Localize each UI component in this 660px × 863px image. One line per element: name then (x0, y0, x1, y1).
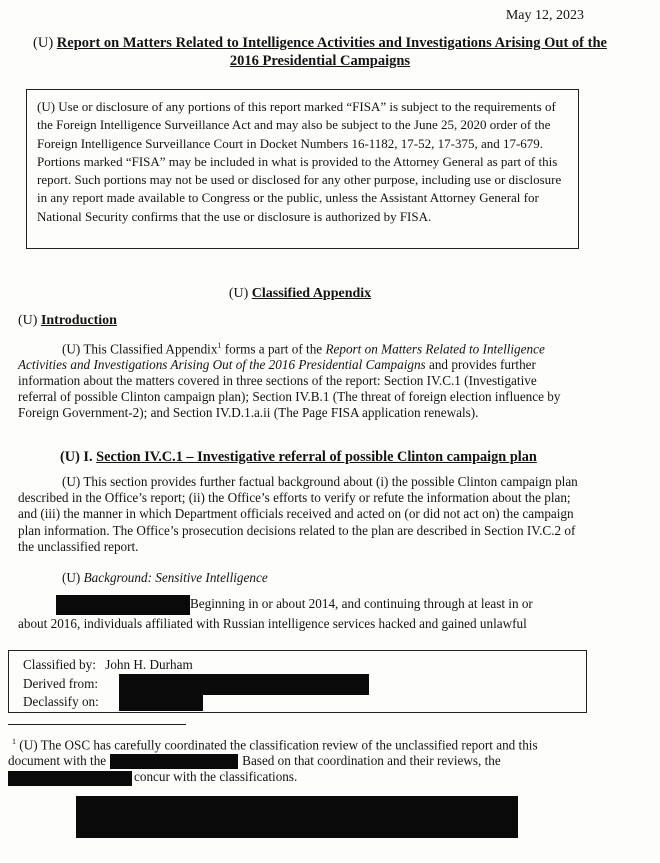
section-marking: (U) I. (60, 449, 93, 465)
footnote-divider (8, 724, 186, 725)
report-date: May 12, 2023 (505, 8, 584, 23)
section-paragraph: (U) This section provides further factual background about (i) the possible Clinton campaign plan described in the Office’s report; (ii) the Office’s efforts to verify or refute the information about the plan; and (iii) the manner in which Department officials received and acted on (or did not act on) the campaign plan information. The Office’s prosecution decisions related to the plan are described in Section IV.C.2 of the unclassified report. (18, 474, 578, 554)
redaction-block (8, 771, 132, 786)
intro-text-start: (U) This Classified Appendix (62, 341, 218, 357)
title-text: Report on Matters Related to Intelligence Activities and Investigations Arising Out of the 2016 Presidential Campaigns (56, 35, 607, 69)
background-title: Background: Sensitive Intelligence (83, 570, 268, 585)
section-title: Section IV.C.1 – Investigative referral of possible Clinton campaign plan (96, 449, 537, 465)
intro-text-end: and provides further information about the matters covered in three sections of the report: Section IV.C.1 (Investigative referral of possible Clinton campaign plan); Section IV.B.1 (The threat of foreign election influence by Foreign Government-2); and Section IV.D.1.a.ii (The Page FISA application renewals). (18, 357, 561, 421)
background-line-1: Beginning in or about 2014, and continuing through at least in or (190, 596, 533, 612)
intro-title: Introduction (40, 313, 117, 328)
appendix-marking: (U) (228, 286, 249, 301)
introduction-heading (18, 313, 117, 329)
derived-from-label: Derived from: (23, 675, 99, 691)
appendix-heading (0, 286, 600, 302)
footnote-text-3: concur with the classifications. (134, 769, 298, 785)
redaction-block (119, 693, 203, 711)
redaction-block (119, 674, 369, 695)
footnote-number: 1 (12, 737, 16, 746)
footnote-marking: (U) (19, 737, 38, 753)
footnote-text-1: The OSC has carefully coordinated the classification review of the unclassified report and this document with the (8, 737, 538, 768)
redaction-block (76, 796, 518, 838)
section-heading (60, 449, 537, 466)
footnote (8, 734, 583, 786)
background-marking: (U) (62, 570, 81, 585)
title-marking: (U) (33, 35, 54, 51)
footnote-text-2: Based on that coordination and their reviews, the (242, 752, 501, 768)
report-title-italic: Report on Matters Related to Intelligence Activities and Investigations Arising Out of the 2016 Presidential Campaigns (18, 341, 545, 373)
classified-by-label: Classified by: (23, 657, 96, 672)
report-title (20, 34, 620, 70)
declassify-on-label: Declassify on: (23, 694, 99, 709)
appendix-title: Classified Appendix (251, 286, 372, 301)
background-line-2: about 2016, individuals affiliated with Russian intelligence services hacked and gained unlawful (18, 616, 527, 631)
intro-marking: (U) (18, 313, 38, 328)
introduction-paragraph (18, 338, 578, 421)
background-heading (62, 570, 268, 586)
fisa-notice-box (26, 89, 579, 249)
background-paragraph (18, 595, 580, 633)
classification-block (8, 650, 587, 713)
redaction-block (56, 595, 190, 615)
redaction-block (110, 754, 238, 769)
fisa-notice-text: (U) Use or disclosure of any portions of this report marked “FISA” is subject to the requirements of the Foreign Intelligence Surveillance Act and may also be subject to the June 25, 2020 order of the Foreign Intelligence Surveillance Court in Docket Numbers 16-1182, 17-52, 17-375, and 17-679. Portions marked “FISA” may be included in what is provided to the Attorney General as part of this report. Such portions may not be used or disclosed for any other purpose, including use or disclosure in any report made available to Congress or the public, unless the Assistant Attorney General for National Security confirms that the use or disclosure is authorized by FISA. (37, 99, 562, 224)
intro-text-mid: forms a part of the (221, 341, 326, 357)
classified-by-value: John H. Durham (105, 657, 193, 672)
footnote-ref: 1 (217, 341, 222, 350)
